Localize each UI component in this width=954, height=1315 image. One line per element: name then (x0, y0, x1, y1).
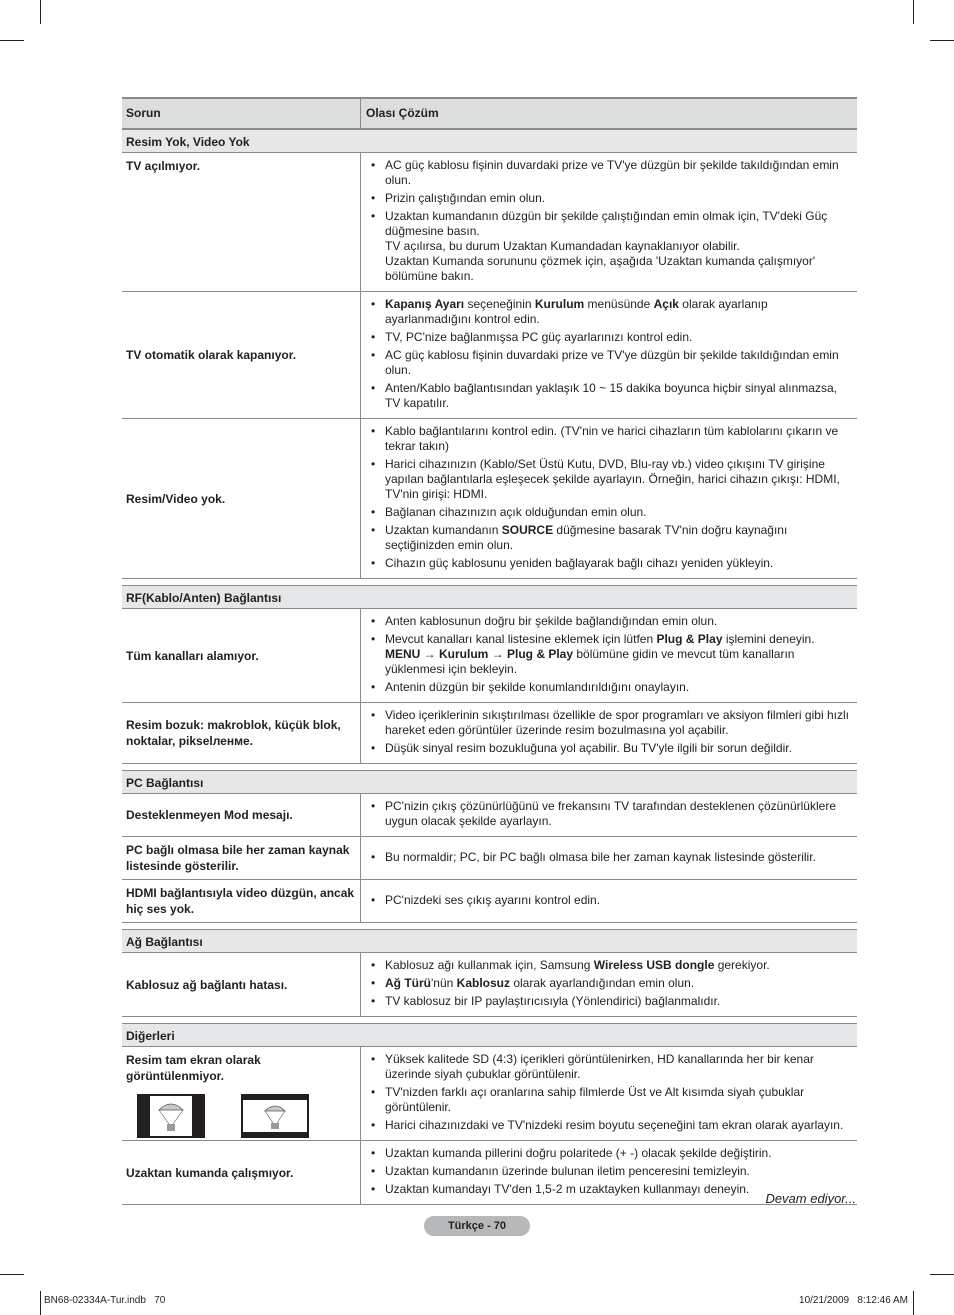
list-item: • AC güç kablosu fişinin duvardaki prize ve TV'ye düzgün bir şekilde takıldığından emin olun. (369, 158, 853, 188)
letterbox-tv-image (241, 1094, 309, 1138)
problem-text: PC bağlı olmasa bile her zaman kaynak listesinde gösterilir. (126, 843, 350, 873)
list-item: • Video içeriklerinin sıkıştırılması özellikle de spor programları ve aksiyon filmleri gibi hızlı hareket eden görüntüler üzerinde resim bozulmasına yol açabilir. (369, 708, 853, 738)
problem-text: Kablosuz ağ bağlantı hatası. (126, 977, 288, 992)
bold-term: Açık (653, 297, 679, 311)
solution-cell (361, 419, 857, 578)
list-item: • Yüksek kalitede SD (4:3) içerikleri görüntülenirken, HD kanallarında her bir kenar üzerinde siyah çubuklar görüntülenir. (369, 1052, 853, 1082)
bold-term: Kurulum (534, 297, 585, 311)
list-item: • Kablo bağlantılarını kontrol edin. (TV'nin ve harici cihazların tüm kablolarını çıkarın ve tekrar takın) (369, 424, 853, 454)
problem-cell (122, 292, 361, 418)
bold-term: Plug & Play (656, 632, 723, 646)
problem-text: Uzaktan kumanda çalışmıyor. (126, 1165, 294, 1180)
problem-text: Resim/Video yok. (126, 491, 226, 506)
list-item: • Anten/Kablo bağlantısından yaklaşık 10 ~ 15 dakika boyunca hiçbir sinyal alınmazsa, TV kapatılır. (369, 381, 853, 411)
table-row (122, 419, 857, 579)
list-item (369, 632, 853, 677)
table-row (122, 794, 857, 837)
bold-term: Kablosuz (456, 976, 510, 990)
solution-cell (361, 837, 857, 879)
footer-file-info: BN68-02334A-Tur.indb 70 (44, 1295, 166, 1306)
text-span: 'nün (431, 976, 457, 990)
solution-cell (361, 703, 857, 763)
pillarbox-tv-image (137, 1094, 205, 1138)
list-item: • TV kablosuz bir IP paylaştırıcısıyla (Yönlendirici) bağlanmalıdır. (369, 994, 853, 1009)
troubleshooting-table (122, 97, 857, 1205)
list-item: • Bu normaldir; PC, bir PC bağlı olmasa bile her zaman kaynak listesinde gösterilir. (369, 850, 816, 865)
problem-cell (122, 419, 361, 578)
problem-text: Resim bozuk: makroblok, küçük blok, noktalar, pikselленме. (126, 718, 341, 748)
bold-term: Wireless USB dongle (593, 958, 715, 972)
table-row (122, 292, 857, 419)
table-row (122, 837, 857, 880)
table-row (122, 1047, 857, 1141)
text-span: gerekiyor. (714, 958, 770, 972)
list-item: • PC'nizin çıkış çözünürlüğünü ve frekansını TV tarafından desteklenen çözünürlüklere uygun olacak şekilde ayarlayın. (369, 799, 853, 829)
list-item: • Bağlanan cihazınızın açık olduğundan emin olun. (369, 505, 853, 520)
bullet-line: • Uzaktan kumandanın düzgün bir şekilde çalıştığından emin olmak için, TV'deki Güç düğmesine basın. (385, 209, 828, 238)
problem-text: Desteklenmeyen Mod mesajı. (126, 808, 293, 822)
crop-mark (0, 1274, 24, 1275)
list-item: • Uzaktan kumandanın üzerinde bulunan iletim penceresini temizleyin. (369, 1164, 853, 1179)
column-header-problem: Sorun (122, 99, 361, 128)
solution-cell (361, 292, 857, 418)
problem-text: Resim tam ekran olarak görüntülenmiyor. (126, 1053, 261, 1083)
list-item: • TV, PC'nize bağlanmışsa PC güç ayarlarınızı kontrol edin. (369, 330, 853, 345)
solution-cell (361, 153, 857, 291)
problem-cell (122, 609, 361, 702)
solution-cell (361, 609, 857, 702)
problem-cell (122, 794, 361, 836)
table-row (122, 953, 857, 1017)
table-row (122, 880, 857, 923)
parachute-icon (137, 1094, 205, 1138)
table-row (122, 1141, 857, 1205)
section-title: Resim Yok, Video Yok (122, 129, 857, 153)
solution-cell (361, 1047, 857, 1140)
crop-mark (913, 1291, 914, 1315)
crop-mark (930, 1274, 954, 1275)
list-item: • Uzaktan kumanda pillerini doğru polaritede (+ -) olacak şekilde değiştirin. (369, 1146, 853, 1161)
text-span: bölümüne gidin ve mevcut tüm kanalların yüklenmesi için bekleyin. (385, 647, 795, 676)
text-span: Mevcut kanalları kanal listesine eklemek için lütfen (385, 632, 657, 646)
problem-cell (122, 880, 361, 922)
problem-cell (122, 1141, 361, 1204)
bold-term: MENU → Kurulum → Plug & Play (385, 647, 574, 661)
table-header (122, 97, 857, 129)
list-item: • Harici cihazınızın (Kablo/Set Üstü Kutu, DVD, Blu-ray vb.) video çıkışını TV girişine yapılan bağlantılarla eşleşecek şekilde ayarlayın. Örneğin, harici cihazın çıkışı: HDMI, TV'nin girişi: HDMI. (369, 457, 853, 502)
problem-cell (122, 153, 361, 291)
list-item (369, 958, 853, 973)
list-item: • Prizin çalıştığından emin olun. (369, 191, 853, 206)
section-title: Diğerleri (122, 1023, 857, 1047)
bold-term: Ağ Türü (385, 976, 431, 990)
bold-term: SOURCE (501, 523, 554, 537)
text-span: işlemini deneyin. (722, 632, 815, 646)
page-number-badge: Türkçe - 70 (424, 1216, 530, 1236)
text-span: düğmesine basarak TV'nin doğru kaynağını seçtiğinizden emin olun. (385, 523, 788, 552)
crop-mark (0, 40, 24, 41)
crop-mark (913, 0, 914, 24)
footer-timestamp: 10/21/2009 8:12:46 AM (799, 1295, 908, 1306)
list-item: • Anten kablosunun doğru bir şekilde bağlandığından emin olun. (369, 614, 853, 629)
list-item: • Uzaktan kumandayı TV'den 1,5-2 m uzaktayken kullanmayı deneyin. (369, 1182, 853, 1197)
problem-text: TV otomatik olarak kapanıyor. (126, 348, 297, 362)
list-item (369, 297, 853, 327)
list-item: • Harici cihazınızdaki ve TV'nizdeki resim boyutu seçeneğini tam ekran olarak ayarlayın. (369, 1118, 853, 1133)
crop-mark (40, 1291, 41, 1315)
table-row (122, 153, 857, 292)
aspect-ratio-illustrations (137, 1094, 309, 1138)
problem-text: Tüm kanalları alamıyor. (126, 648, 259, 663)
text-span: Uzaktan kumandanın (385, 523, 502, 537)
crop-mark (40, 0, 41, 24)
list-item: • TV'nizden farklı açı oranlarına sahip filmlerde Üst ve Alt kısımda siyah çubuklar görüntülenir. (369, 1085, 853, 1115)
parachute-icon (241, 1094, 309, 1138)
problem-text: HDMI bağlantısıyla video düzgün, ancak hiç ses yok. (126, 886, 355, 916)
text-span: Kablosuz ağı kullanmak için, Samsung (385, 958, 594, 972)
text-span: olarak ayarlandığından emin olun. (510, 976, 695, 990)
column-header-solution: Olası Çözüm (366, 106, 439, 120)
table-row (122, 703, 857, 764)
problem-cell (122, 703, 361, 763)
list-item (369, 976, 853, 991)
crop-mark (930, 40, 954, 41)
problem-cell (122, 1047, 361, 1140)
continued-note: Devam ediyor... (765, 1191, 856, 1206)
problem-cell (122, 837, 361, 879)
problem-cell (122, 953, 361, 1016)
section-title: Ağ Bağlantısı (122, 929, 857, 953)
solution-cell (361, 953, 857, 1016)
bold-term: Kapanış Ayarı (385, 297, 465, 311)
problem-text: TV açılmıyor. (126, 159, 201, 173)
text-span: olarak ayarlanıp ayarlanmadığını kontrol edin. (385, 297, 768, 326)
table-row (122, 609, 857, 703)
list-item: • Antenin düzgün bir şekilde konumlandırıldığını onaylayın. (369, 680, 853, 695)
list-item: • Düşük sinyal resim bozukluğuna yol açabilir. Bu TV'yle ilgili bir sorun değildir. (369, 741, 853, 756)
text-span: seçeneğinin (464, 297, 535, 311)
text-span: menüsünde (584, 297, 654, 311)
list-item (369, 523, 853, 553)
section-title: RF(Kablo/Anten) Bağlantısı (122, 585, 857, 609)
solution-cell (361, 794, 857, 836)
section-title: PC Bağlantısı (122, 770, 857, 794)
list-item: • PC'nizdeki ses çıkış ayarını kontrol edin. (369, 893, 600, 908)
list-item (369, 209, 853, 284)
bullet-line: Uzaktan Kumanda sorununu çözmek için, aşağıda 'Uzaktan kumanda çalışmıyor' bölümüne bakın. (385, 254, 816, 283)
list-item: • Cihazın güç kablosunu yeniden bağlayarak bağlı cihazı yeniden yükleyin. (369, 556, 853, 571)
solution-cell (361, 880, 857, 922)
list-item: • AC güç kablosu fişinin duvardaki prize ve TV'ye düzgün bir şekilde takıldığından emin olun. (369, 348, 853, 378)
bullet-line: TV açılırsa, bu durum Uzaktan Kumandadan kaynaklanıyor olabilir. (385, 239, 740, 253)
